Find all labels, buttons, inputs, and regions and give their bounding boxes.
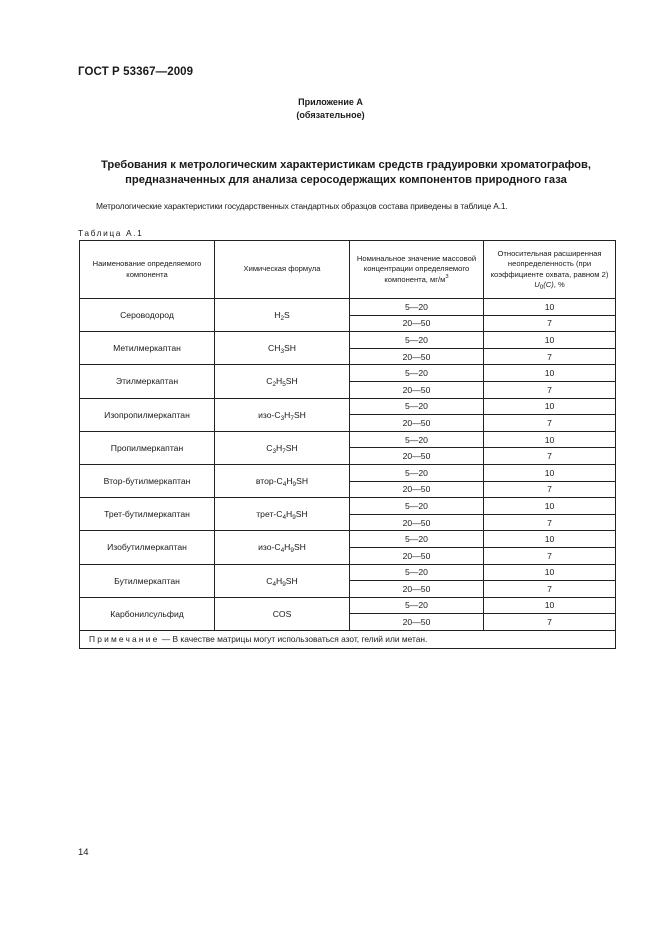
uncertainty-value: 10 [484, 398, 616, 415]
concentration-range: 20—50 [350, 315, 484, 332]
uncertainty-value: 7 [484, 348, 616, 365]
table-row [80, 332, 616, 349]
concentration-range: 5—20 [350, 299, 484, 316]
table-header-row [80, 241, 616, 299]
table-row [80, 464, 616, 481]
component-name: Втор-бутилмеркаптан [80, 464, 215, 497]
concentration-range: 20—50 [350, 581, 484, 598]
component-name: Трет-бутилмеркаптан [80, 498, 215, 531]
concentration-range: 20—50 [350, 547, 484, 564]
uncertainty-value: 7 [484, 448, 616, 465]
uncertainty-value: 7 [484, 381, 616, 398]
chemical-formula: изо-$C_4H_9SH$ [215, 531, 350, 564]
chemical-formula: $CH_3SH$ [215, 332, 350, 365]
table-row [80, 564, 616, 581]
uncertainty-value: 7 [484, 514, 616, 531]
chemical-formula: трет-$C_4H_9SH$ [215, 498, 350, 531]
uncertainty-value: 7 [484, 481, 616, 498]
appendix-title: Приложение А [298, 97, 363, 107]
concentration-range: 5—20 [350, 365, 484, 382]
component-name: Метилмеркаптан [80, 332, 215, 365]
concentration-range: 5—20 [350, 597, 484, 614]
table-caption: Таблица А.1 [78, 228, 144, 238]
concentration-range: 20—50 [350, 348, 484, 365]
table-row [80, 365, 616, 382]
table-row [80, 431, 616, 448]
chemical-formula: $C_2H_5SH$ [215, 365, 350, 398]
uncertainty-value: 7 [484, 315, 616, 332]
concentration-range: 5—20 [350, 332, 484, 349]
chemical-formula: втор-$C_4H_9SH$ [215, 464, 350, 497]
uncertainty-value: 10 [484, 531, 616, 548]
component-name: Этилмеркаптан [80, 365, 215, 398]
section-title [78, 158, 614, 187]
header-concentration: Номинальное значение массовой концентрации определяемого компонента, $мг/м^3$ [350, 241, 484, 299]
uncertainty-value: 10 [484, 299, 616, 316]
concentration-range: 20—50 [350, 514, 484, 531]
appendix-status: (обязательное) [296, 110, 365, 120]
concentration-range: 20—50 [350, 614, 484, 631]
uncertainty-value: 10 [484, 332, 616, 349]
table-row [80, 498, 616, 515]
appendix-heading [0, 96, 661, 122]
chemical-formula: $H_2S$ [215, 299, 350, 332]
table-note [80, 630, 616, 648]
uncertainty-value: 10 [484, 498, 616, 515]
table-row [80, 531, 616, 548]
concentration-range: 20—50 [350, 381, 484, 398]
concentration-range: 5—20 [350, 564, 484, 581]
uncertainty-value: 10 [484, 431, 616, 448]
chemical-formula: $C_3H_7SH$ [215, 431, 350, 464]
data-table [79, 240, 616, 649]
uncertainty-value: 7 [484, 547, 616, 564]
uncertainty-value: 10 [484, 365, 616, 382]
concentration-range: 5—20 [350, 431, 484, 448]
table-row [80, 299, 616, 316]
concentration-range: 5—20 [350, 398, 484, 415]
uncertainty-value: 10 [484, 464, 616, 481]
chemical-formula: COS [215, 597, 350, 630]
uncertainty-value: 10 [484, 597, 616, 614]
header-uncertainty: Относительная расширенная неопределенность (при коэффициенте охвата, равном 2) $U_0(C)$, % [484, 241, 616, 299]
concentration-range: 20—50 [350, 481, 484, 498]
table-row [80, 597, 616, 614]
section-title-line-1: Требования к метрологическим характеристикам средств градуировки хроматографов, [100, 159, 592, 171]
uncertainty-value: 7 [484, 581, 616, 598]
table-note-row [80, 630, 616, 648]
concentration-range: 20—50 [350, 415, 484, 432]
header-component: Наименование определяемого компонента [80, 241, 215, 299]
component-name: Пропилмеркаптан [80, 431, 215, 464]
note-label: Примечание [89, 634, 160, 645]
component-name: Изопропилмеркаптан [80, 398, 215, 431]
component-name: Изобутилмеркаптан [80, 531, 215, 564]
uncertainty-value: 7 [484, 415, 616, 432]
uncertainty-value: 7 [484, 614, 616, 631]
intro-paragraph: Метрологические характеристики государственных стандартных образцов состава приведены в таблице А.1. [96, 201, 508, 211]
concentration-range: 20—50 [350, 448, 484, 465]
table-row [80, 398, 616, 415]
document-header: ГОСТ Р 53367—2009 [78, 66, 194, 78]
component-name: Карбонилсульфид [80, 597, 215, 630]
chemical-formula: $C_4H_9SH$ [215, 564, 350, 597]
component-name: Бутилмеркаптан [80, 564, 215, 597]
concentration-range: 5—20 [350, 464, 484, 481]
section-title-line-2: предназначенных для анализа серосодержащих компонентов природного газа [125, 173, 567, 186]
header-formula: Химическая формула [215, 241, 350, 299]
component-name: Сероводород [80, 299, 215, 332]
page-number: 14 [78, 847, 89, 858]
note-text: — В качестве матрицы могут использоваться азот, гелий или метан. [159, 634, 428, 645]
chemical-formula: изо-$C_3H_7SH$ [215, 398, 350, 431]
concentration-range: 5—20 [350, 531, 484, 548]
uncertainty-value: 10 [484, 564, 616, 581]
concentration-range: 5—20 [350, 498, 484, 515]
